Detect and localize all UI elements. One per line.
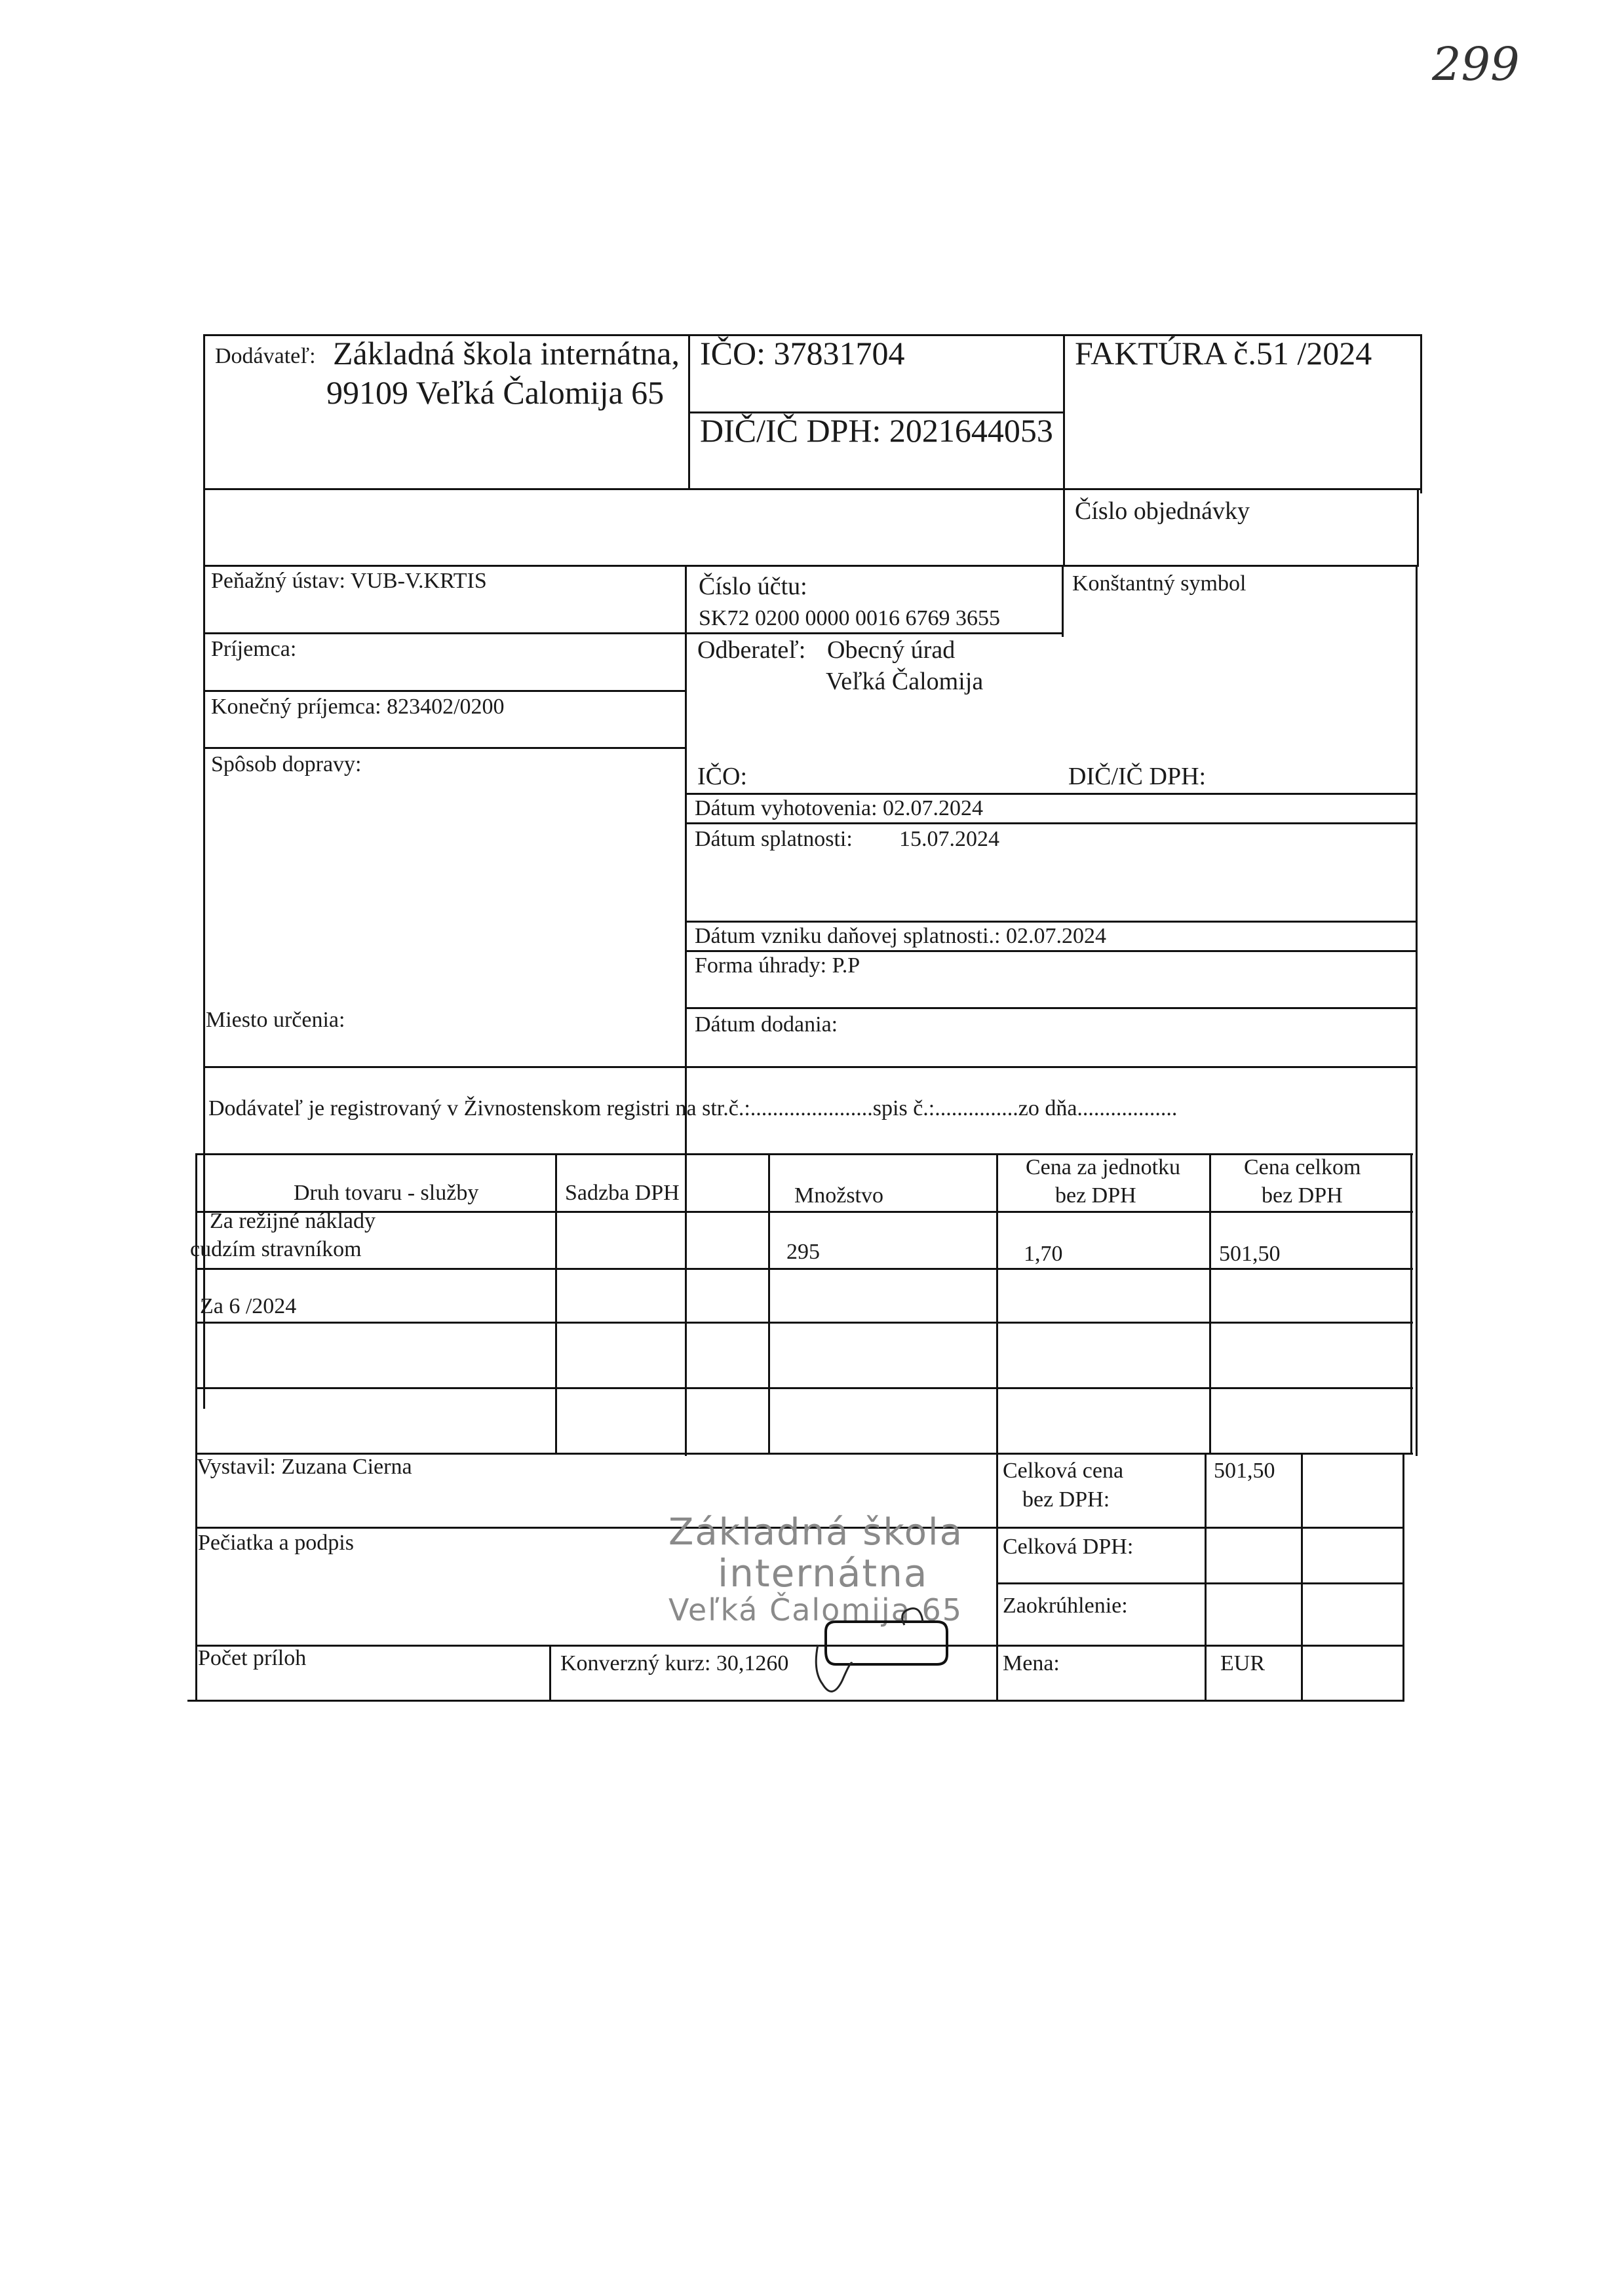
- customer-dic: DIČ/IČ DPH:: [1068, 763, 1207, 790]
- table-border: [195, 1645, 1404, 1647]
- issue-date: Dátum vyhotovenia: 02.07.2024: [695, 796, 984, 820]
- row1-total: 501,50: [1219, 1242, 1281, 1266]
- rounding-label: Zaokrúhlenie:: [1003, 1594, 1128, 1618]
- transport-method-label: Spôsob dopravy:: [211, 752, 362, 776]
- page-number: 299: [1432, 37, 1520, 91]
- table-border: [1416, 1066, 1418, 1158]
- supplier-ico: IČO: 37831704: [700, 335, 905, 372]
- col-header-quantity: Množstvo: [794, 1183, 883, 1208]
- row2-description: Za 6 /2024: [200, 1294, 297, 1318]
- table-border: [187, 1700, 1404, 1702]
- issued-by: Vystavil: Zuzana Cierna: [197, 1455, 412, 1479]
- table-border: [1063, 334, 1065, 493]
- table-border: [195, 1153, 197, 1702]
- row1-unit-price: 1,70: [1024, 1242, 1063, 1266]
- due-date-value: 15.07.2024: [899, 827, 999, 851]
- table-border: [1417, 488, 1419, 567]
- supplier-dic: DIČ/IČ DPH: 2021644053: [700, 412, 1053, 449]
- total-label-line1: Celková cena: [1003, 1459, 1124, 1483]
- table-border: [996, 1582, 1404, 1584]
- table-border: [195, 1322, 1413, 1324]
- table-border: [195, 1268, 1413, 1270]
- table-border: [195, 1387, 1413, 1389]
- exchange-rate: Konverzný kurz: 30,1260: [560, 1651, 789, 1675]
- bank-label: Peňažný ústav: VUB-V.KRTIS: [211, 569, 487, 593]
- supplier-label: Dodávateľ:: [215, 344, 316, 368]
- account-number: SK72 0200 0000 0016 6769 3655: [699, 606, 1000, 630]
- table-border: [555, 1153, 557, 1453]
- customer-ico: IČO:: [697, 763, 747, 790]
- table-border: [1402, 1453, 1404, 1702]
- table-border: [1410, 1153, 1412, 1455]
- destination-label: Miesto určenia:: [206, 1008, 345, 1032]
- table-border: [685, 1007, 1417, 1009]
- table-border: [1420, 334, 1422, 493]
- table-border: [203, 747, 686, 749]
- signature-icon: [806, 1599, 963, 1704]
- table-border: [685, 921, 1417, 923]
- table-border: [1063, 488, 1065, 567]
- account-label: Číslo účtu:: [699, 573, 807, 600]
- table-border: [1301, 1453, 1303, 1702]
- table-border: [203, 488, 1422, 490]
- vat-total-label: Celková DPH:: [1003, 1535, 1134, 1559]
- col-header-vat-rate: Sadzba DPH: [565, 1181, 680, 1205]
- stamp-line2: internátna: [718, 1551, 929, 1596]
- delivery-date: Dátum dodania:: [695, 1012, 838, 1037]
- table-border: [685, 632, 1063, 634]
- customer-address: Veľká Čalomija: [826, 668, 984, 695]
- table-border: [203, 1066, 1417, 1068]
- table-border: [203, 632, 686, 634]
- table-border: [685, 950, 1417, 952]
- tax-date: Dátum vzniku daňovej splatnosti.: 02.07.2024: [695, 924, 1106, 948]
- currency-label: Mena:: [1003, 1651, 1060, 1675]
- table-border: [685, 822, 1417, 824]
- customer-label: Odberateľ:: [697, 636, 806, 664]
- table-border: [1416, 565, 1418, 1456]
- table-border: [1205, 1453, 1207, 1702]
- attachments-label: Počet príloh: [198, 1646, 307, 1670]
- stamp-line3: Veľká Čalomija 65: [668, 1592, 963, 1628]
- table-border: [549, 1645, 551, 1702]
- order-number-label: Číslo objednávky: [1075, 497, 1250, 525]
- table-border: [1209, 1153, 1211, 1453]
- customer-name: Obecný úrad: [827, 636, 956, 664]
- final-recipient: Konečný príjemca: 823402/0200: [211, 695, 505, 719]
- col-header-unit-price-sub: bez DPH: [1055, 1183, 1136, 1208]
- table-border: [768, 1153, 770, 1453]
- table-border: [996, 1153, 998, 1702]
- total-value: 501,50: [1214, 1459, 1275, 1483]
- col-header-total-sub: bez DPH: [1262, 1183, 1343, 1208]
- table-border: [195, 1153, 1413, 1155]
- registry-note: Dodávateľ je registrovaný v Živnostenskom registri na str.č.:......................spis č.:...............zo dňa..................: [208, 1096, 1178, 1120]
- supplier-name: Základná škola internátna,: [333, 335, 680, 372]
- table-border: [203, 690, 686, 692]
- col-header-unit-price: Cena za jednotku: [1026, 1155, 1181, 1179]
- recipient-label: Príjemca:: [211, 637, 297, 661]
- row1-quantity: 295: [786, 1240, 820, 1264]
- table-border: [685, 793, 1417, 795]
- row1-description-line2: cudzím stravníkom: [190, 1237, 362, 1261]
- currency-value: EUR: [1220, 1651, 1265, 1675]
- table-border: [203, 565, 1419, 567]
- col-header-total: Cena celkom: [1244, 1155, 1361, 1179]
- invoice-title: FAKTÚRA č.51 /2024: [1075, 335, 1372, 372]
- col-header-goods: Druh tovaru - služby: [294, 1181, 479, 1205]
- due-date-label: Dátum splatnosti:: [695, 827, 853, 851]
- table-border: [195, 1211, 1413, 1213]
- row1-description-line1: Za režijné náklady: [210, 1209, 376, 1233]
- table-border: [1062, 565, 1064, 637]
- stamp-signature-label: Pečiatka a podpis: [198, 1531, 354, 1555]
- total-label-line2: bez DPH:: [1022, 1487, 1110, 1512]
- constant-symbol-label: Konštantný symbol: [1072, 571, 1247, 596]
- payment-form: Forma úhrady: P.P: [695, 953, 860, 978]
- supplier-address: 99109 Veľká Čalomija 65: [326, 374, 665, 411]
- stamp-line1: Základná škola: [668, 1511, 963, 1554]
